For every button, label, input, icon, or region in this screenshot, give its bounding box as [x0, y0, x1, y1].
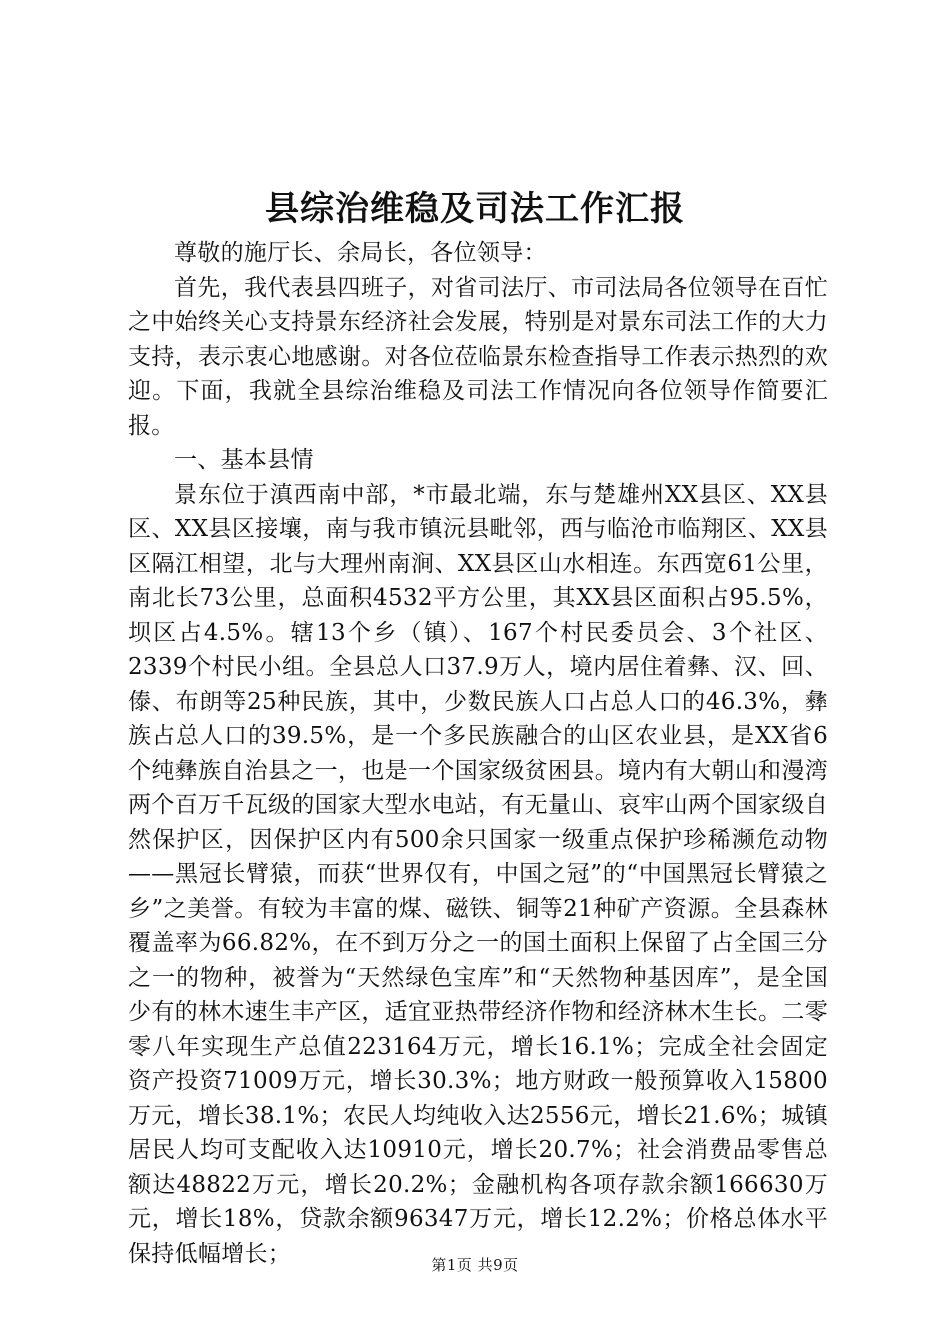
document-title: 县综治维稳及司法工作汇报 — [265, 189, 685, 229]
county-overview-paragraph: 景东位于滇西南中部，*市最北端，东与楚雄州XX县区、XX县区、XX县区接壤，南与我市镇沅县毗邻，西与临沧市临翔区、XX县区隔江相望，北与大理州南涧、XX县区山水相连。东西宽61公里，南北长73公里，总面积4532平方公里，其XX县区面积占95.5%，坝区占4.5%。辖13个乡（镇）、167个村民委员会、3个社区、2339个村民小组。全县总人口37.9万人，境内居住着彝、汉、回、傣、布朗等25种民族，其中，少数民族人口占总人口的46.3%，彝族占总人口的39.5%，是一个多民族融合的山区农业县，是XX省6个纯彝族自治县之一，也是一个国家级贫困县。境内有大朝山和漫湾两个百万千瓦级的国家大型水电站，有无量山、哀牢山两个国家级自然保护区，因保护区内有500余只国家一级重点保护珍稀濒危动物——黑冠长臂猿，而获“世界仅有，中国之冠”的“中国黑冠长臂猿之乡”之美誉。有较为丰富的煤、磁铁、铜等21种矿产资源。全县森林覆盖率为66.82%，在不到万分之一的国土面积上保留了占全国三分之一的物种，被誉为“天然绿色宝库”和“天然物种基因库”，是全国少有的林木速生丰产区，适宜亚热带经济作物和经济林木生长。二零零八年实现生产总值223164万元，增长16.1%；完成全社会固定资产投资71009万元，增长30.3%；地方财政一般预算收入15800万元，增长38.1%；农民人均纯收入达2556元，增长21.6%；城镇居民人均可支配收入达10910元，增长20.7%；社会消费品零售总额达48822万元，增长20.2%；金融机构各项存款余额166630万元，增长18%，贷款余额96347万元，增长12.2%；价格总体水平保持低幅增长； — [128, 481, 828, 1267]
section-heading: 一、基本县情 — [174, 447, 314, 473]
salutation-paragraph: 尊敬的施厅长、余局长，各位领导： — [174, 240, 547, 266]
document-body — [128, 236, 828, 1271]
opening-paragraph: 首先，我代表县四班子，对省司法厅、市司法局各位领导在百忙之中始终关心支持景东经济社会发展，特别是对景东司法工作的大力支持，表示衷心地感谢。对各位莅临景东检查指导工作表示热烈的欢迎。下面，我就全县综治维稳及司法工作情况向各位领导作简要汇报。 — [128, 274, 828, 439]
page-number-footer: 第1页 共9页 — [431, 1256, 519, 1274]
